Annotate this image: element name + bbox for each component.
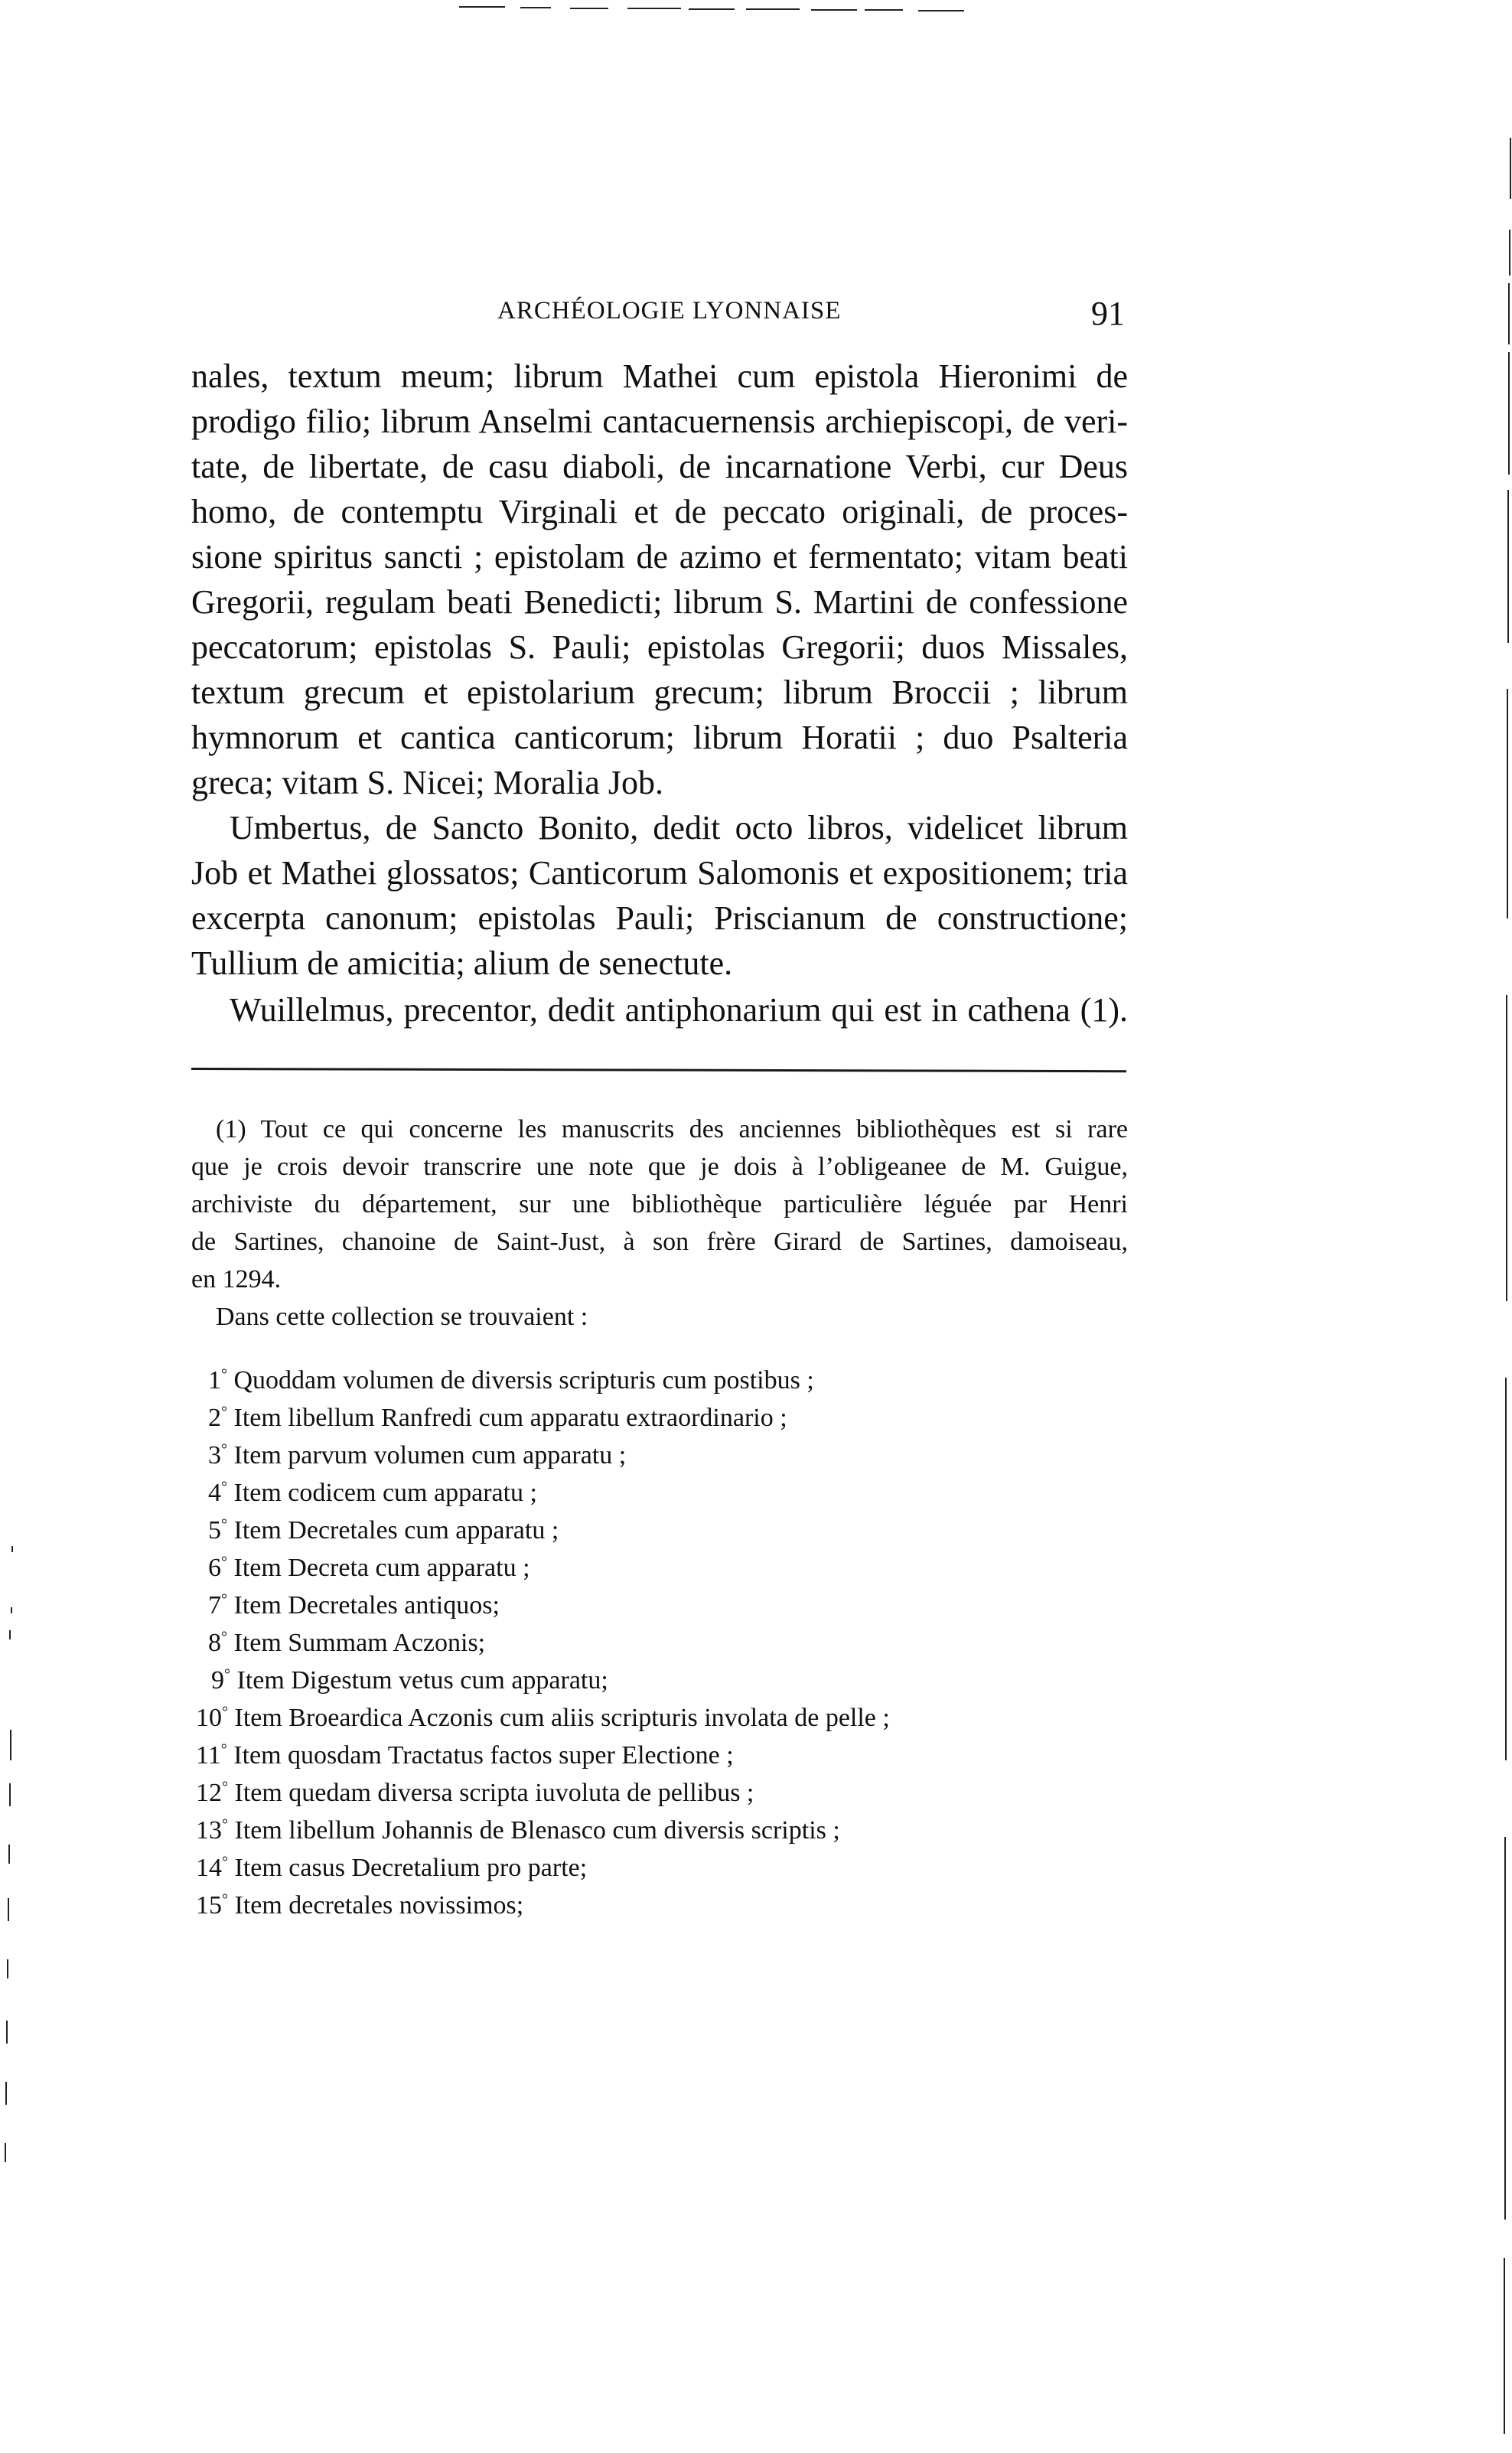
- item-text: Item decretales novissimos;: [234, 1891, 524, 1920]
- item-text: Item Decreta cum apparatu ;: [233, 1554, 530, 1582]
- item-text: Item libellum Johannis de Blenasco cum diversis scriptis ;: [234, 1816, 840, 1845]
- list-item: [196, 1846, 587, 1884]
- item-text: Item quosdam Tractatus factos super Electione ;: [233, 1741, 734, 1770]
- list-item: [196, 1771, 754, 1809]
- body-line: Wuillelmus, precentor, dedit antiphonarium qui est in cathena (1).: [230, 991, 1128, 1029]
- body-line: Gregorii, regulam beati Benedicti; librum S. Martini de confessione: [191, 583, 1128, 621]
- item-number: 14°: [196, 1854, 228, 1882]
- body-line: homo, de contemptu Virginali et de peccato originali, de proces-: [191, 493, 1128, 530]
- item-text: Item Digestum vetus cum apparatu;: [236, 1666, 608, 1695]
- body-line: peccatorum; epistolas S. Pauli; epistolas Gregorii; duos Missales,: [191, 628, 1128, 666]
- list-item: [208, 1584, 500, 1622]
- item-number: 4°: [208, 1479, 227, 1507]
- item-text: Item quedam diversa scripta iuvoluta de pellibus ;: [234, 1779, 754, 1807]
- body-line: greca; vitam S. Nicei; Moralia Job.: [191, 764, 664, 801]
- list-item: [208, 1396, 787, 1434]
- item-number: 3°: [208, 1441, 227, 1470]
- footnote-intro: Dans cette collection se trouvaient :: [216, 1303, 588, 1331]
- body-line: nales, textum meum; librum Mathei cum epistola Hieronimi de: [191, 357, 1128, 395]
- item-number: 10°: [196, 1704, 228, 1732]
- item-number: 7°: [208, 1591, 227, 1620]
- item-number: 6°: [208, 1554, 227, 1582]
- list-item: [208, 1621, 485, 1659]
- item-number: 11°: [196, 1741, 227, 1770]
- item-text: Item Decretales antiquos;: [233, 1591, 500, 1620]
- list-item: [196, 1809, 840, 1847]
- body-line: prodigo filio; librum Anselmi cantacuernensis archiepiscopi, de veri-: [191, 403, 1128, 440]
- running-title: ARCHÉOLOGIE LYONNAISE: [497, 297, 842, 325]
- item-text: Item casus Decretalium pro parte;: [234, 1854, 588, 1882]
- list-item: [196, 1696, 890, 1734]
- item-number: 2°: [208, 1404, 227, 1432]
- list-item: [211, 1659, 608, 1697]
- list-item: [208, 1359, 814, 1397]
- list-item: [196, 1884, 523, 1922]
- body-line: Job et Mathei glossatos; Canticorum Salomonis et expositionem; tria: [191, 854, 1128, 892]
- list-item: [208, 1546, 530, 1584]
- item-text: Quoddam volumen de diversis scripturis cum postibus ;: [233, 1366, 814, 1394]
- item-number: 1°: [208, 1366, 227, 1394]
- footnote-line: en 1294.: [191, 1265, 282, 1293]
- item-number: 9°: [211, 1666, 230, 1695]
- body-line: tate, de libertate, de casu diaboli, de incarnatione Verbi, cur Deus: [191, 448, 1128, 485]
- body-line: textum grecum et epistolarium grecum; librum Broccii ; librum: [191, 674, 1128, 711]
- item-text: Item parvum volumen cum apparatu ;: [233, 1441, 627, 1470]
- item-number: 13°: [196, 1816, 228, 1845]
- item-number: 5°: [208, 1516, 227, 1545]
- item-number: 8°: [208, 1629, 227, 1657]
- footnote-rule: [191, 1068, 1126, 1072]
- list-item: [196, 1734, 734, 1772]
- footnote-line: archiviste du département, sur une bibliothèque particulière léguée par Henri: [191, 1190, 1128, 1218]
- footnote-line: de Sartines, chanoine de Saint-Just, à son frère Girard de Sartines, damoiseau,: [191, 1228, 1128, 1256]
- item-text: Item Decretales cum apparatu ;: [233, 1516, 559, 1545]
- footnote-line: que je crois devoir transcrire une note que je dois à l’obligeanee de M. Guigue,: [191, 1153, 1128, 1181]
- item-number: 12°: [196, 1779, 228, 1807]
- body-line: Tullium de amicitia; alium de senectute.: [191, 944, 733, 982]
- body-line: excerpta canonum; epistolas Pauli; Priscianum de constructione;: [191, 899, 1128, 937]
- list-item: [208, 1471, 537, 1509]
- body-line: sione spiritus sancti ; epistolam de azimo et fermentato; vitam beati: [191, 538, 1128, 576]
- list-item: [208, 1509, 559, 1547]
- list-item: [208, 1434, 626, 1472]
- body-line: hymnorum et cantica canticorum; librum Horatii ; duo Psalteria: [191, 719, 1128, 756]
- page-number: 91: [1091, 295, 1125, 332]
- item-text: Item libellum Ranfredi cum apparatu extraordinario ;: [233, 1404, 787, 1432]
- item-number: 15°: [196, 1891, 228, 1920]
- body-line: Umbertus, de Sancto Bonito, dedit octo libros, videlicet librum: [230, 809, 1128, 846]
- footnote-line: (1) Tout ce qui concerne les manuscrits des anciennes bibliothèques est si rare: [216, 1115, 1128, 1143]
- item-text: Item Summam Aczonis;: [233, 1629, 486, 1657]
- item-text: Item codicem cum apparatu ;: [233, 1479, 537, 1507]
- item-text: Item Broeardica Aczonis cum aliis scripturis involata de pelle ;: [234, 1704, 890, 1732]
